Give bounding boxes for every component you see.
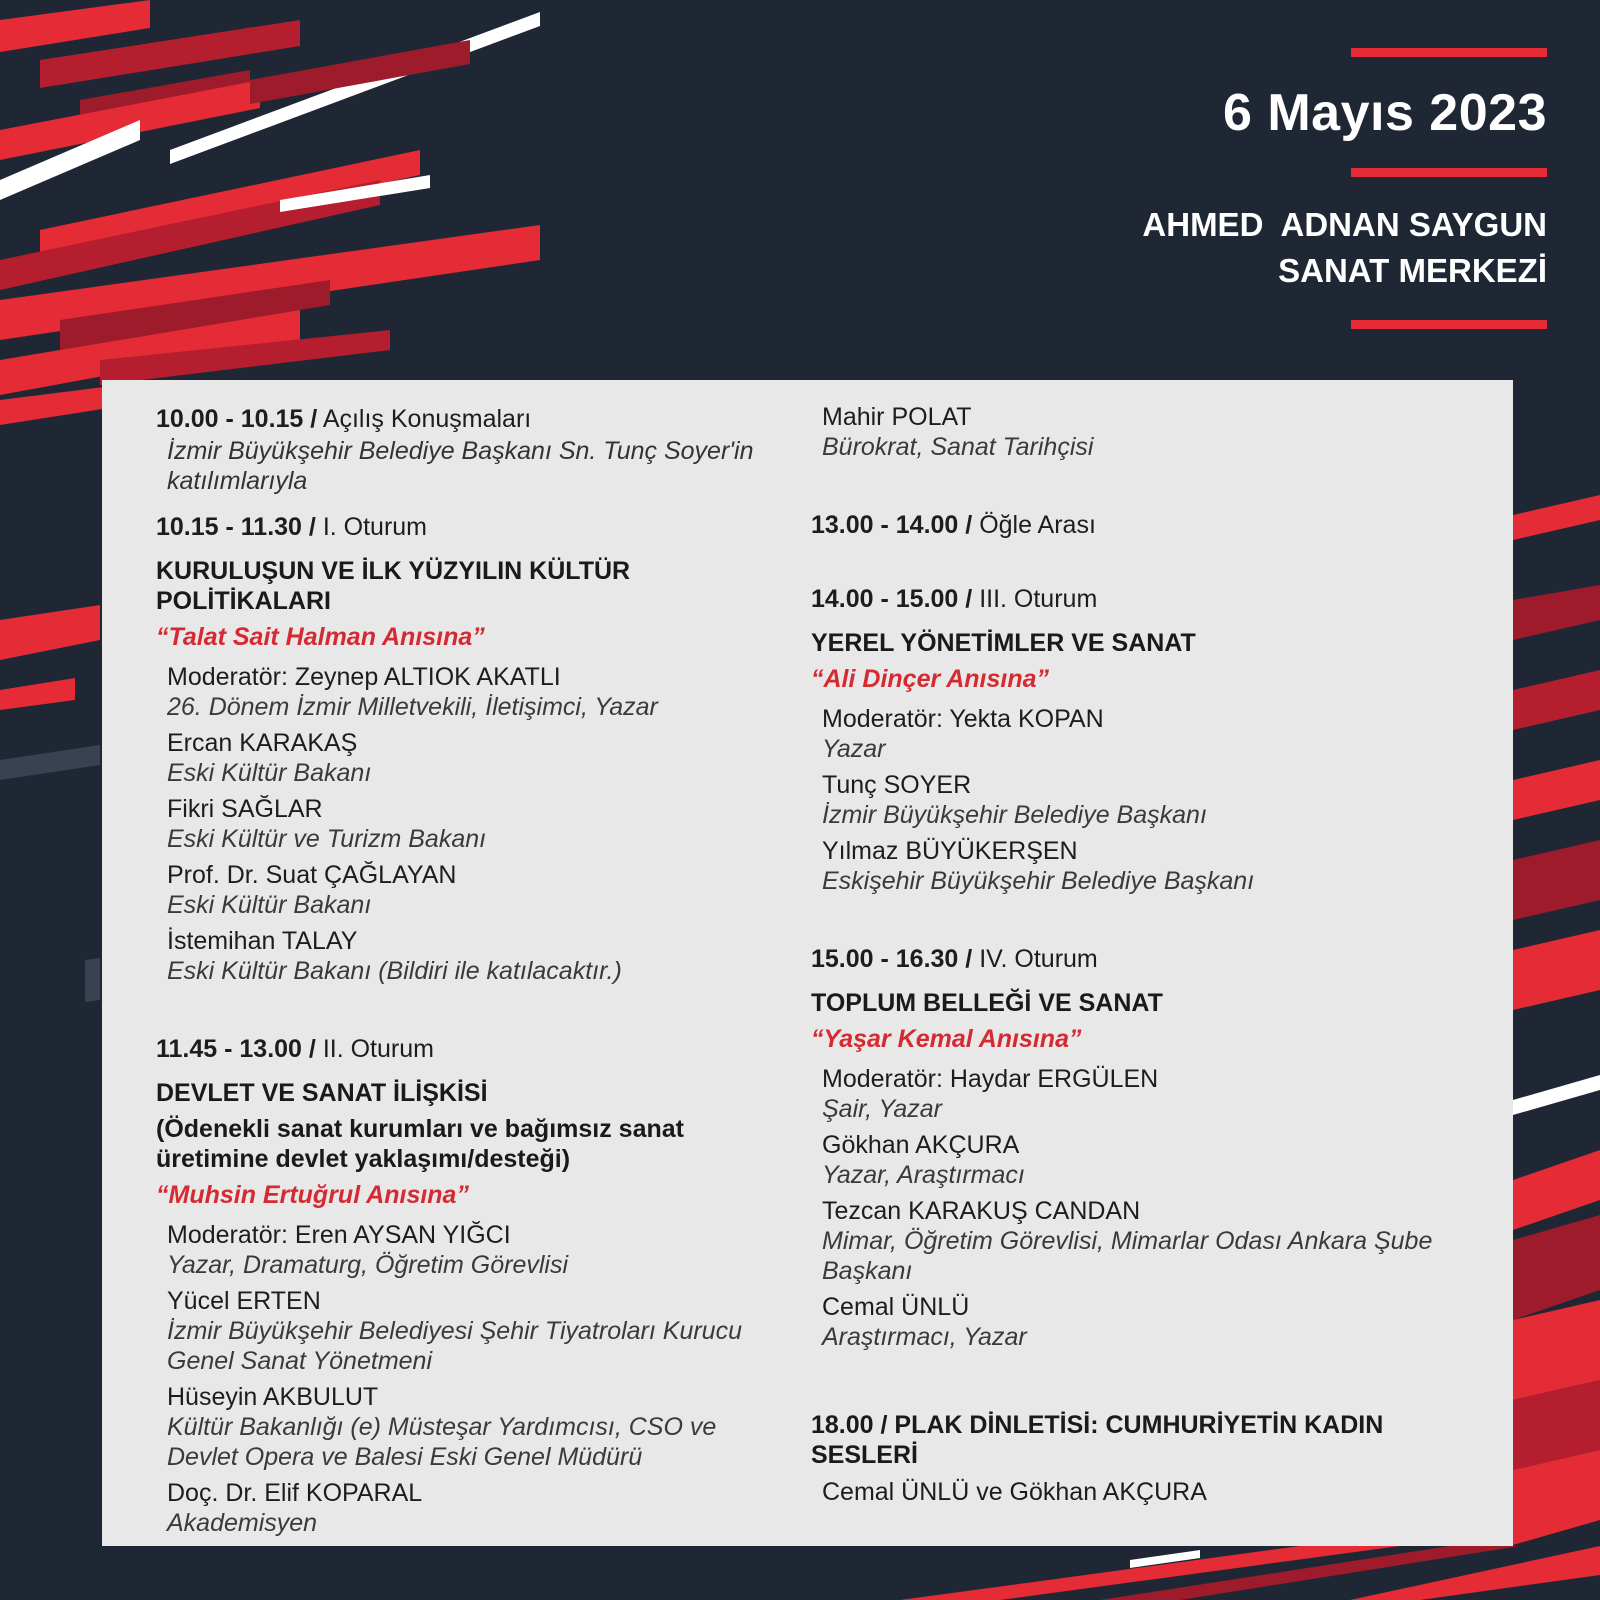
person-name: Cemal ÜNLÜ [822, 1293, 970, 1321]
person-name: Prof. Dr. Suat ÇAĞLAYAN [167, 861, 457, 889]
session1-person [167, 794, 776, 854]
session4-label: IV. Oturum [979, 945, 1098, 973]
bottom-streaks [900, 1546, 1600, 1600]
person-role: Mimar, Öğretim Görevlisi, Mimarlar Odası Ankara Şube Başkanı [822, 1227, 1433, 1285]
person-name: Moderatör: Zeynep ALTIOK AKATLI [167, 663, 561, 691]
person-role: 26. Dönem İzmir Milletvekili, İletişimci, Yazar [167, 693, 658, 721]
session1-person [167, 860, 776, 920]
closing-performers: Cemal ÜNLÜ ve Gökhan AKÇURA [822, 1478, 1207, 1506]
person-role: Bürokrat, Sanat Tarihçisi [822, 433, 1094, 461]
header-rule-bottom [1351, 320, 1547, 329]
session1-time: 10.15 - 11.30 / [156, 513, 316, 541]
session3-person [822, 704, 1461, 764]
session1-person [167, 926, 776, 986]
session2-title: DEVLET VE SANAT İLİŞKİSİ [156, 1079, 488, 1107]
right-streaks [1513, 495, 1600, 1545]
session1-memory: “Talat Sait Halman Anısına” [156, 623, 485, 651]
header-rule-top [1351, 48, 1547, 57]
person-role: Yazar, Dramaturg, Öğretim Görevlisi [167, 1251, 569, 1279]
session1-label: I. Oturum [322, 513, 427, 541]
session4-person [822, 1064, 1461, 1124]
person-name: Tunç SOYER [822, 771, 972, 799]
session2-label: II. Oturum [322, 1035, 434, 1063]
session2-person [167, 1478, 776, 1538]
person-name: Gökhan AKÇURA [822, 1131, 1020, 1159]
session3-person [822, 836, 1461, 896]
person-role: Akademisyen [167, 1509, 318, 1537]
person-name: Moderatör: Yekta KOPAN [822, 705, 1104, 733]
session3-memory: “Ali Dinçer Anısına” [811, 665, 1050, 693]
person-role: Eski Kültür Bakanı (Bildiri ile katılacaktır.) [167, 957, 622, 985]
person-role: Yazar [822, 735, 886, 763]
person-name: Yılmaz BÜYÜKERŞEN [822, 837, 1078, 865]
person-role: İzmir Büyükşehir Belediye Başkanı [822, 801, 1207, 829]
person-role: Araştırmacı, Yazar [822, 1323, 1027, 1351]
person-name: Fikri SAĞLAR [167, 795, 323, 823]
session4-memory: “Yaşar Kemal Anısına” [811, 1025, 1082, 1053]
header-rule-middle [1351, 168, 1547, 177]
session2-time: 11.45 - 13.00 / [156, 1035, 316, 1063]
person-name: İstemihan TALAY [167, 927, 358, 955]
person-role: Eskişehir Büyükşehir Belediye Başkanı [822, 867, 1255, 895]
closing-title: 18.00 / PLAK DİNLETİSİ: CUMHURİYETİN KADIN SESLERİ [811, 1411, 1384, 1469]
session2-person [167, 1382, 776, 1472]
event-venue [1027, 202, 1547, 294]
opening-label: Açılış Konuşmaları [322, 405, 532, 433]
session4-person [822, 1130, 1461, 1190]
person-name: Doç. Dr. Elif KOPARAL [167, 1479, 423, 1507]
lunch-label: Öğle Arası [979, 511, 1096, 539]
person-role: Yazar, Araştırmacı [822, 1161, 1025, 1189]
event-header [1027, 48, 1547, 329]
session2-person-continued [822, 402, 1461, 462]
session1-slot [156, 510, 776, 544]
person-role: Eski Kültür Bakanı [167, 891, 372, 919]
session2-memory: “Muhsin Ertuğrul Anısına” [156, 1181, 469, 1209]
person-name: Moderatör: Eren AYSAN YIĞCI [167, 1221, 511, 1249]
session3-slot [811, 582, 1461, 616]
session4-person [822, 1196, 1461, 1286]
session1-person [167, 728, 776, 788]
person-role: Şair, Yazar [822, 1095, 942, 1123]
person-name: Yücel ERTEN [167, 1287, 321, 1315]
session2-slot [156, 1032, 776, 1066]
venue-line-2: SANAT MERKEZİ [1278, 252, 1547, 289]
session2-person [167, 1286, 776, 1376]
session1-person [167, 662, 776, 722]
person-role: İzmir Büyükşehir Belediyesi Şehir Tiyatroları Kurucu Genel Sanat Yönetmeni [167, 1317, 742, 1375]
person-role: Eski Kültür Bakanı [167, 759, 372, 787]
session2-person [167, 1220, 776, 1280]
person-name: Moderatör: Haydar ERGÜLEN [822, 1065, 1159, 1093]
opening-time: 10.00 - 10.15 / [156, 405, 318, 433]
program-panel [102, 380, 1513, 1546]
program-right-column [811, 402, 1461, 1508]
program-left-column [156, 402, 776, 1544]
session2-subtitle: (Ödenekli sanat kurumları ve bağımsız sanat üretimine devlet yaklaşımı/desteği) [156, 1115, 684, 1173]
person-name: Ercan KARAKAŞ [167, 729, 358, 757]
session3-person [822, 770, 1461, 830]
person-role: Eski Kültür ve Turizm Bakanı [167, 825, 487, 853]
session4-slot [811, 942, 1461, 976]
session4-time: 15.00 - 16.30 / [811, 945, 973, 973]
session4-person [822, 1292, 1461, 1352]
session1-title: KURULUŞUN VE İLK YÜZYILIN KÜLTÜR POLİTİKALARI [156, 557, 631, 615]
person-name: Mahir POLAT [822, 403, 972, 431]
session4-title: TOPLUM BELLEĞİ VE SANAT [811, 989, 1163, 1017]
session3-time: 14.00 - 15.00 / [811, 585, 973, 613]
person-role: Kültür Bakanlığı (e) Müsteşar Yardımcısı, CSO ve Devlet Opera ve Balesi Eski Genel Müdürü [167, 1413, 717, 1471]
lunch-time: 13.00 - 14.00 / [811, 511, 973, 539]
opening-note: İzmir Büyükşehir Belediye Başkanı Sn. Tunç Soyer'in katılımlarıyla [167, 437, 754, 495]
lunch-slot [811, 508, 1461, 542]
person-name: Hüseyin AKBULUT [167, 1383, 379, 1411]
opening-slot [156, 402, 776, 436]
venue-line-1: AHMED ADNAN SAYGUN [1142, 206, 1547, 243]
session3-label: III. Oturum [979, 585, 1098, 613]
session3-title: YEREL YÖNETİMLER VE SANAT [811, 629, 1196, 657]
event-date: 6 Mayıs 2023 [1222, 84, 1547, 142]
person-name: Tezcan KARAKUŞ CANDAN [822, 1197, 1141, 1225]
